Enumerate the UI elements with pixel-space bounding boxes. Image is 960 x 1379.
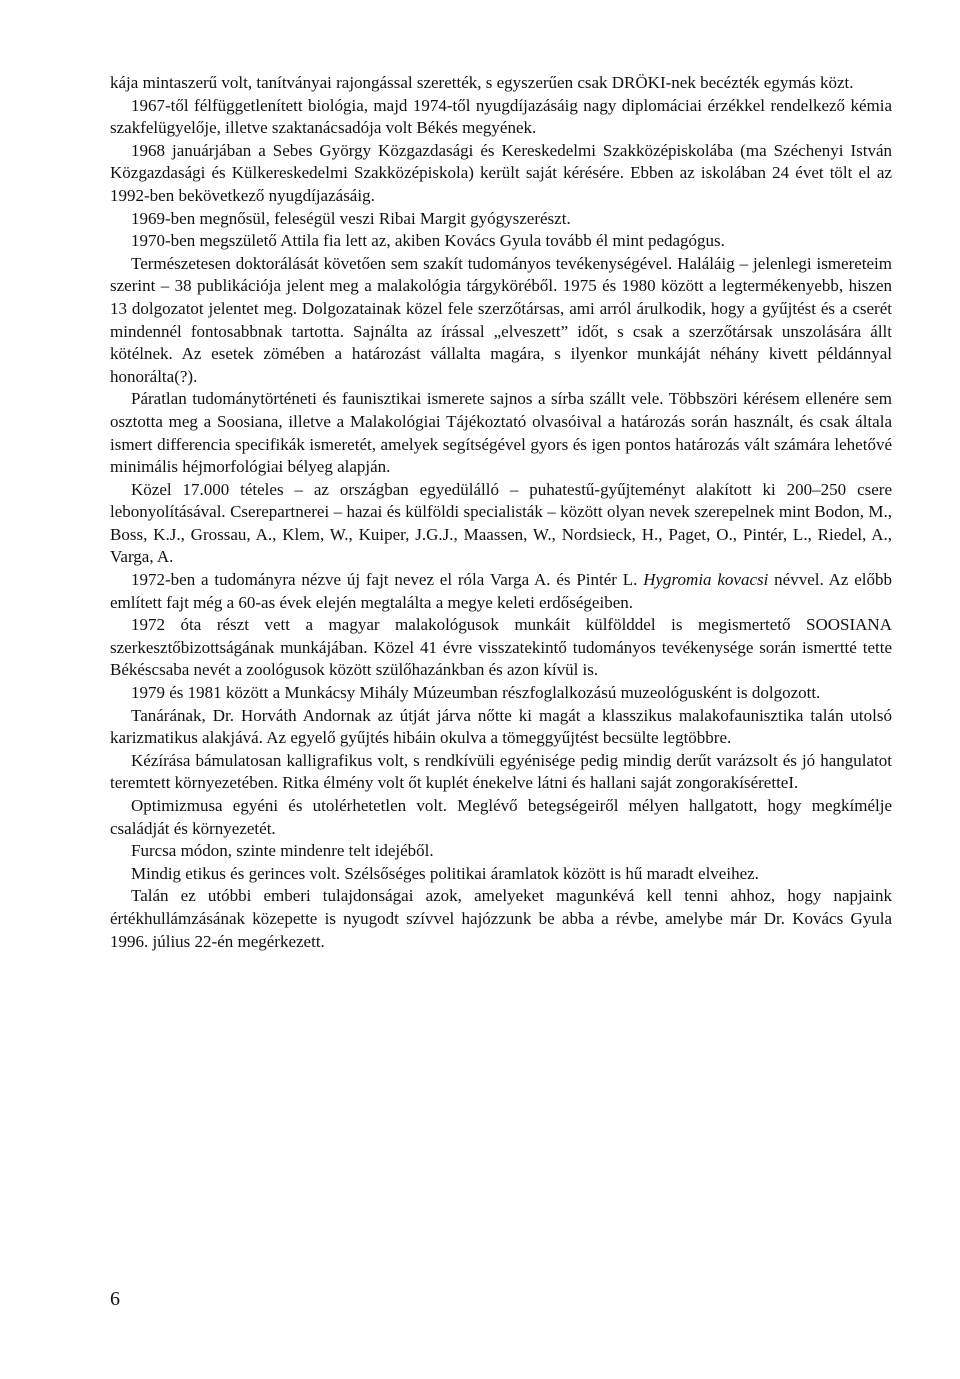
paragraph-time: Furcsa módon, szinte mindenre telt idejéből.	[131, 841, 434, 861]
naming-text-after: névvel. Az előbb említett fajt még a 60-as évek elején megtalálta a megye keleti erdőségeiben.	[110, 570, 893, 612]
paragraph-supervisor: 1967-től félfüggetlenített biológia, majd 1974-től nyugdíjazásáig nagy diplomáciai érzékkel rendelkező kémia szakfelügyelője, illetve szaktanácsadója volt Békés megyének.	[110, 95, 892, 138]
paragraph-continuation: kája mintaszerű volt, tanítványai rajongással szerették, s egyszerűen csak DRÖKI-nek becézték egymás közt.	[110, 73, 854, 92]
naming-text-before: 1972-ben a tudományra nézve új fajt nevez el róla Varga A. és Pintér L.	[131, 570, 638, 590]
paragraph-school: 1968 januárjában a Sebes György Közgazdasági és Kereskedelmi Szakközépiskolába (ma Széchenyi István Közgazdasági és Külkereskedelmi Szakközépiskola) került saját kérésére. Ebben az iskolában 24 évet tölt el az 1992-ben bekövetkező nyugdíjazásáig.	[110, 140, 892, 205]
paragraph-son: 1970-ben megszülető Attila fia lett az, akiben Kovács Gyula tovább él mint pedagógus.	[131, 231, 725, 251]
paragraph-publications: Természetesen doktorálását követően sem szakít tudományos tevékenységével. Haláláig – jelenlegi ismereteim szerint – 38 publikációja jelent meg a malakológia tárgyköréből. 1975 és 1980 között a legtermékenyebb, hiszen 13 dolgozatot jelentet meg. Dolgozatainak közel fele szerzőtársas, ami arról árulkodik, hogy a gyűjtést és a cserét mindennél fontosabbnak tartotta. Sajnálta az írással „elveszett” időt, s csak a szerzőtársak unszolására állt kötélnek. Az esetek zömében a határozást vállalta magára, s ilyenkor munkáját néhány kivett példánnyal honorálta(?).	[110, 253, 892, 386]
paragraph-marriage: 1969-ben megnősül, feleségül veszi Ribai Margit gyógyszerészt.	[131, 208, 571, 228]
paragraph-handwriting: Kézírása bámulatosan kalligrafikus volt, s rendkívüli egyénisége pedig mindig derűt varázsolt és jó hangulatot teremtett környezetében. Ritka élmény volt őt kuplét énekelve látni és hallani saját zongorakíséretteI.	[110, 750, 892, 793]
paragraph-soosiana: 1972 óta részt vett a magyar malakológusok munkáit külfölddel is megismertető SOOSIANA szerkesztőbizottságának munkájában. Közel 41 évre visszatekintő tudományos tevékenysége során ismertté tette Békéscsaba nevét a zoológusok között szülőhazánkban és azon kívül is.	[110, 615, 892, 680]
paragraph-optimism: Optimizmusa egyéni és utolérhetetlen volt. Meglévő betegségeiről mélyen hallgatott, hogy megkímélje családját és környezetét.	[110, 796, 892, 838]
paragraph-collection: Közel 17.000 tételes – az országban egyedülálló – puhatestű-gyűjteményt alakított ki 200–250 csere lebonyolításával. Cserepartnerei – hazai és külföldi specialisták – között olyan nevek szerepelnek mint Bodon, M., Boss, K.J., Grossau, A., Klem, W., Kuiper, J.G.J., Maassen, W., Nordsieck, H., Paget, O., Pintér, L., Riedel, A., Varga, A.	[110, 479, 892, 567]
paragraph-species-naming	[110, 569, 892, 614]
paragraph-museum: 1979 és 1981 között a Munkácsy Mihály Múzeumban részfoglalkozású muzeológusként is dolgozott.	[131, 683, 821, 703]
paragraph-closing: Talán ez utóbbi emberi tulajdonságai azok, amelyeket magunkévá kell tenni ahhoz, hogy napjaink értékhullámzásának közepette is nyugodt szívvel hajózzunk be abba a révbe, amelybe már Dr. Kovács Gyula 1996. július 22-én megérkezett.	[110, 886, 892, 951]
document-body	[110, 72, 892, 953]
paragraph-teacher: Tanárának, Dr. Horváth Andornak az útját járva nőtte ki magát a klasszikus malakofaunisztika talán utolsó karizmatikus alakjává. Az egyelő gyűjtés hibáin okulva a tömeggyűjtést becsülte legtöbbre.	[110, 705, 892, 748]
page-number: 6	[110, 1288, 120, 1310]
species-name: Hygromia kovacsi	[643, 570, 769, 590]
paragraph-knowledge: Páratlan tudománytörténeti és faunisztikai ismerete sajnos a sírba szállt vele. Többszöri kérésem ellenére sem osztotta meg a Soosiana, illetve a Malakológiai Tájékoztató olvasóival a határozás során használt, és csak általa ismert differencia specifikák ismeretét, amelyek segítségével gyors és igen pontos határozás vált számára lehetővé minimális héjmorfológiai bélyeg alapján.	[110, 389, 892, 477]
paragraph-ethics: Mindig etikus és gerinces volt. Szélsőséges politikai áramlatok között is hű maradt elveihez.	[131, 863, 759, 883]
